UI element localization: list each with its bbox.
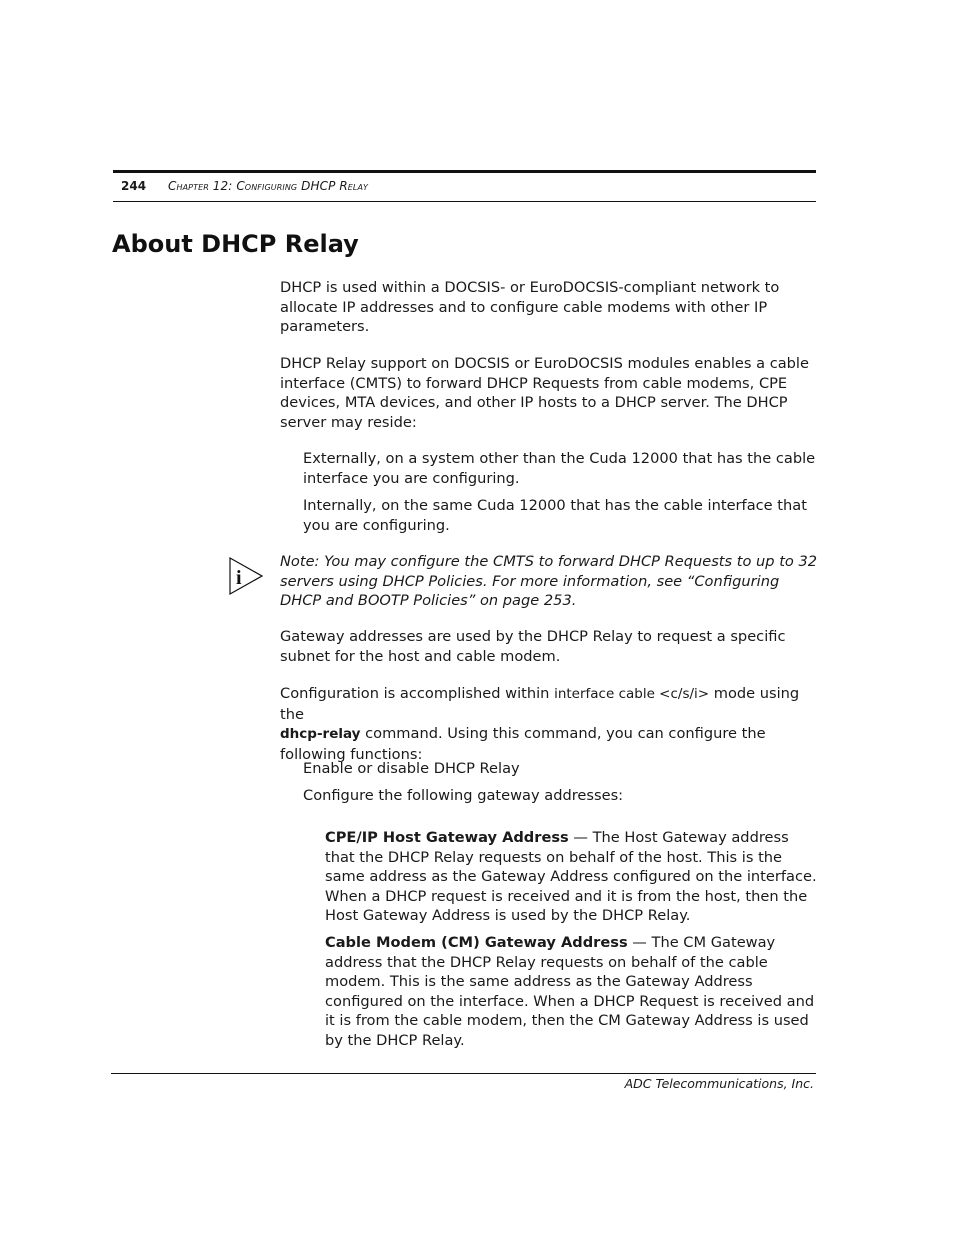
command-name: dhcp-relay	[280, 726, 361, 742]
page-number: 244	[121, 179, 147, 193]
config-text-mid: mode using the	[280, 685, 800, 723]
gateway-host-term: CPE/IP Host Gateway Address	[325, 829, 569, 846]
paragraph-gateway: Gateway addresses are used by the DHCP Relay to request a specific subnet for the host and cable modem.	[280, 628, 786, 665]
gateway-cm-term: Cable Modem (CM) Gateway Address	[325, 934, 628, 951]
info-icon	[228, 556, 266, 596]
list-item-internal: Internally, on the same Cuda 12000 that has the cable interface that you are configuring.	[303, 497, 807, 534]
gateway-host	[325, 828, 817, 926]
gateway-cm	[325, 933, 817, 1050]
header-rule-top	[113, 170, 816, 173]
config-text-pre: Configuration is accomplished within	[280, 685, 555, 702]
paragraph-relay-support: DHCP Relay support on DOCSIS or EuroDOCSIS modules enables a cable interface (CMTS) to forward DHCP Requests from cable modems, CPE devices, MTA devices, and other IP hosts to a DHCP server. The DHCP server may reside:	[280, 355, 809, 431]
gateway-host-desc: — The Host Gateway address that the DHCP Relay requests on behalf of the host. This is the same address as the Gateway Address configured on the interface. When a DHCP request is received and it is from the host, then the Host Gateway Address is used by the DHCP Relay.	[325, 829, 817, 924]
config-mode: interface cable <c/s/i>	[554, 686, 710, 702]
running-head: Chapter 12: Configuring DHCP Relay	[168, 179, 369, 193]
page-title: About DHCP Relay	[112, 230, 359, 258]
paragraph-intro: DHCP is used within a DOCSIS- or EuroDOCSIS-compliant network to allocate IP addresses and to configure cable modems with other IP parameters.	[280, 279, 780, 335]
header-rule-bottom	[113, 201, 816, 202]
gateway-cm-desc: — The CM Gateway address that the DHCP Relay requests on behalf of the cable modem. This is the same address as the Gateway Address configured on the interface. When a DHCP Request is received and it is from the cable modem, then the CM Gateway Address is used by the DHCP Relay.	[325, 934, 815, 1049]
config-text-post: command. Using this command, you can configure the following functions:	[280, 725, 766, 763]
list-item-external: Externally, on a system other than the Cuda 12000 that has the cable interface you are configuring.	[303, 450, 816, 487]
svg-text:i: i	[236, 567, 242, 589]
paragraph-configuration	[280, 684, 820, 764]
function-gateways: Configure the following gateway addresses:	[303, 787, 624, 804]
footer-company: ADC Telecommunications, Inc.	[624, 1076, 814, 1091]
footer-rule	[111, 1073, 816, 1074]
function-enable: Enable or disable DHCP Relay	[303, 760, 520, 777]
note-text: Note: You may configure the CMTS to forward DHCP Requests to up to 32 servers using DHCP Policies. For more information, see “Configuring DHCP and BOOTP Policies” on page 253.	[280, 553, 818, 609]
